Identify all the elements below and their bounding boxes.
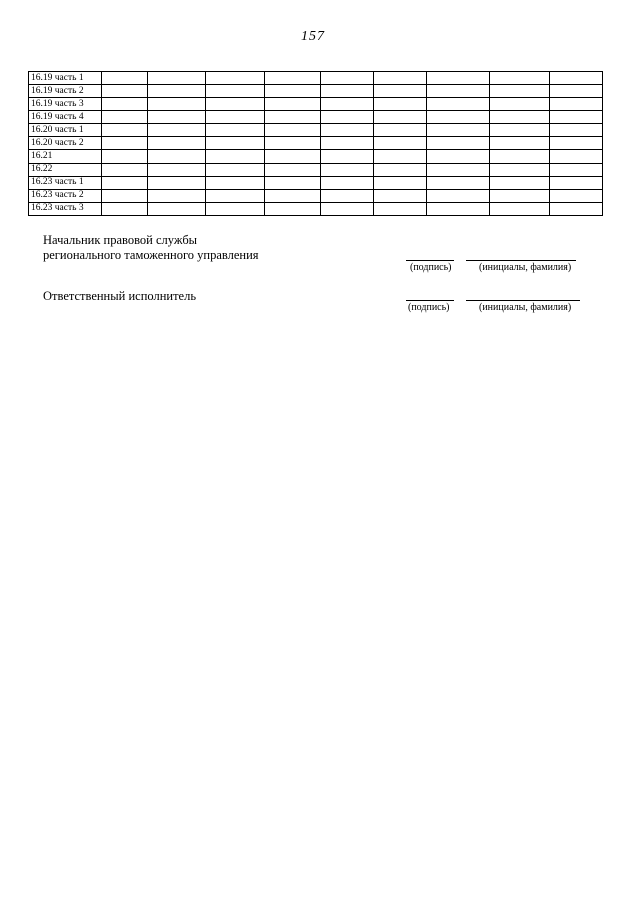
head-title-line1: Начальник правовой службы <box>43 233 198 247</box>
table-cell <box>550 163 603 176</box>
table-row <box>29 189 603 202</box>
table-cell <box>102 137 148 150</box>
table-cell <box>148 137 206 150</box>
row-label: 16.19 часть 2 <box>29 85 102 98</box>
table-cell <box>206 150 265 163</box>
responsible-signature-caption: (подпись) <box>408 302 450 313</box>
table-row <box>29 150 603 163</box>
head-title <box>43 233 259 263</box>
row-label: 16.19 часть 3 <box>29 98 102 111</box>
table-cell <box>374 72 427 85</box>
table-cell <box>265 124 321 137</box>
table-cell <box>490 176 550 189</box>
table-cell <box>102 124 148 137</box>
table-cell <box>265 176 321 189</box>
table-cell <box>490 72 550 85</box>
table-cell <box>427 72 490 85</box>
table-cell <box>490 150 550 163</box>
row-label: 16.23 часть 3 <box>29 202 102 215</box>
row-label: 16.23 часть 2 <box>29 189 102 202</box>
responsible-name-caption: (инициалы, фамилия) <box>479 302 572 313</box>
table-cell <box>206 98 265 111</box>
responsible-name-line <box>466 300 580 301</box>
table-cell <box>490 124 550 137</box>
table-cell <box>102 202 148 215</box>
table-cell <box>374 189 427 202</box>
table-cell <box>374 176 427 189</box>
head-signature-line <box>406 260 454 261</box>
table-cell <box>148 72 206 85</box>
table-cell <box>427 137 490 150</box>
row-label: 16.19 часть 1 <box>29 72 102 85</box>
row-label: 16.20 часть 2 <box>29 137 102 150</box>
table-cell <box>550 85 603 98</box>
table-cell <box>490 98 550 111</box>
table-cell <box>490 163 550 176</box>
table-cell <box>148 176 206 189</box>
table-cell <box>374 137 427 150</box>
table-cell <box>550 150 603 163</box>
table-cell <box>490 111 550 124</box>
page-number: 157 <box>301 29 325 44</box>
head-title-line2: регионального таможенного управления <box>43 248 259 262</box>
table-cell <box>148 202 206 215</box>
table-row <box>29 124 603 137</box>
table-cell <box>206 137 265 150</box>
table-cell <box>550 98 603 111</box>
table-cell <box>265 85 321 98</box>
table-cell <box>550 111 603 124</box>
row-label: 16.23 часть 1 <box>29 176 102 189</box>
table-cell <box>321 72 374 85</box>
table-cell <box>206 176 265 189</box>
table-cell <box>206 72 265 85</box>
table-row <box>29 202 603 215</box>
table-cell <box>265 150 321 163</box>
table-row <box>29 176 603 189</box>
table-cell <box>321 176 374 189</box>
table-cell <box>321 163 374 176</box>
row-label: 16.20 часть 1 <box>29 124 102 137</box>
table-cell <box>427 150 490 163</box>
table-cell <box>102 111 148 124</box>
table-cell <box>206 124 265 137</box>
table-cell <box>490 137 550 150</box>
table-cell <box>206 189 265 202</box>
table-cell <box>102 85 148 98</box>
table-row <box>29 72 603 85</box>
table-cell <box>102 150 148 163</box>
table-cell <box>374 111 427 124</box>
table-cell <box>427 163 490 176</box>
table-cell <box>148 189 206 202</box>
table-cell <box>148 111 206 124</box>
table-body <box>29 72 603 216</box>
table-row <box>29 85 603 98</box>
row-label: 16.19 часть 4 <box>29 111 102 124</box>
responsible-signature-line <box>406 300 454 301</box>
table-cell <box>427 124 490 137</box>
head-name-line <box>466 260 576 261</box>
table-cell <box>265 72 321 85</box>
table-cell <box>265 111 321 124</box>
table-cell <box>148 98 206 111</box>
table-cell <box>102 189 148 202</box>
table-cell <box>374 124 427 137</box>
responsible-title: Ответственный исполнитель <box>43 289 197 303</box>
report-table <box>28 71 603 216</box>
table-cell <box>374 202 427 215</box>
table-cell <box>490 202 550 215</box>
table-cell <box>490 189 550 202</box>
table-cell <box>427 85 490 98</box>
table-cell <box>148 150 206 163</box>
table-cell <box>321 85 374 98</box>
table-cell <box>427 111 490 124</box>
table-cell <box>321 150 374 163</box>
table-cell <box>321 111 374 124</box>
table-row <box>29 111 603 124</box>
table-cell <box>206 163 265 176</box>
table-cell <box>321 137 374 150</box>
table-row <box>29 137 603 150</box>
table-row <box>29 98 603 111</box>
table-cell <box>550 137 603 150</box>
table-cell <box>265 163 321 176</box>
table-cell <box>148 163 206 176</box>
table-cell <box>490 85 550 98</box>
head-name-caption: (инициалы, фамилия) <box>479 262 572 273</box>
table-cell <box>427 189 490 202</box>
table-cell <box>374 98 427 111</box>
table-row <box>29 163 603 176</box>
table-cell <box>550 72 603 85</box>
table-cell <box>265 98 321 111</box>
table-cell <box>102 98 148 111</box>
table-cell <box>321 124 374 137</box>
table-cell <box>148 85 206 98</box>
table-cell <box>321 202 374 215</box>
table-cell <box>427 176 490 189</box>
table-cell <box>550 189 603 202</box>
table-cell <box>206 111 265 124</box>
table-cell <box>206 202 265 215</box>
row-label: 16.22 <box>29 163 102 176</box>
table-cell <box>427 202 490 215</box>
table-cell <box>321 98 374 111</box>
table-cell <box>321 189 374 202</box>
table-cell <box>550 176 603 189</box>
table-cell <box>102 176 148 189</box>
table-cell <box>550 124 603 137</box>
table-cell <box>374 85 427 98</box>
table-cell <box>206 85 265 98</box>
head-signature-caption: (подпись) <box>410 262 452 273</box>
table-cell <box>374 163 427 176</box>
table-cell <box>148 124 206 137</box>
table-cell <box>265 202 321 215</box>
table-cell <box>550 202 603 215</box>
row-label: 16.21 <box>29 150 102 163</box>
table-cell <box>102 163 148 176</box>
table-cell <box>102 72 148 85</box>
table-cell <box>427 98 490 111</box>
table-cell <box>374 150 427 163</box>
table-cell <box>265 137 321 150</box>
table-cell <box>265 189 321 202</box>
